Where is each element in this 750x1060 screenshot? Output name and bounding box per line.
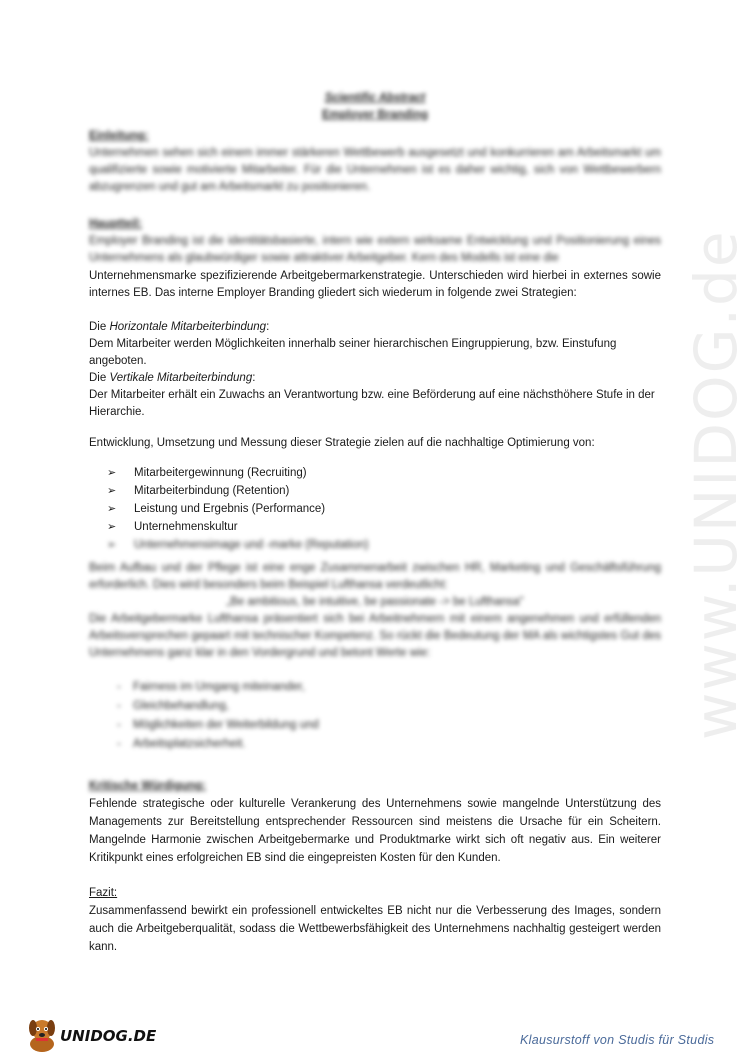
- optimization-intro: Entwicklung, Umsetzung und Messung dieser Strategie zielen auf die nachhaltige Optimierung von:: [89, 437, 595, 449]
- arrow-bullet-icon: ➢: [107, 467, 117, 479]
- dash-bullet-icon: -: [117, 700, 121, 712]
- value-text: Gleichbehandlung,: [133, 700, 229, 712]
- horizontal-text: Dem Mitarbeiter werden Möglichkeiten innerhalb seiner hierarchischen Eingruppierung, bzw. Einstufung angeboten.: [89, 338, 617, 367]
- list-item: [107, 518, 661, 536]
- vertical-text: Der Mitarbeiter erhält ein Zuwachs an Verantwortung bzw. eine Beförderung auf eine nächsthöhere Stufe in der Hierarchie.: [89, 389, 655, 418]
- horizontal-suffix: :: [266, 321, 270, 333]
- vertical-heading: [89, 370, 661, 387]
- section-hauptteil-blurred: [89, 560, 661, 754]
- goal-text: Unternehmensimage und -marke (Reputation): [134, 539, 369, 551]
- dash-bullet-icon: -: [117, 719, 121, 731]
- vertical-suffix: :: [252, 372, 256, 384]
- horizontal-prefix: Die: [89, 321, 110, 333]
- list-item: [117, 735, 661, 754]
- value-text: Möglichkeiten der Weiterbildung und: [133, 719, 319, 731]
- kritik-heading: Kritische Würdigung:: [89, 780, 206, 792]
- footer-brand: UNIDOG.DE: [60, 1027, 157, 1045]
- horizontal-term: Horizontale Mitarbeiterbindung: [109, 321, 267, 333]
- arrow-bullet-icon: ➢: [107, 539, 117, 551]
- section-fazit: [89, 885, 661, 956]
- section-hauptteil-heading: [89, 216, 661, 267]
- footer-slogan: Klausurstoff von Studis für Studis: [520, 1033, 715, 1047]
- goal-text: Leistung und Ergebnis (Performance): [134, 503, 326, 515]
- list-item: [107, 464, 661, 482]
- arrow-bullet-icon: ➢: [107, 521, 117, 533]
- list-item: [117, 678, 661, 697]
- hauptteil-intro-blurred: Employer Branding ist die identitätsbasierte, intern wie extern wirksame Entwicklung und Positionierung eines Unternehmens als glaubwürdiger sowie attraktiver Arbeitgeber. Kern des Modells ist eine die: [89, 235, 661, 264]
- einleitung-text: Unternehmen sehen sich einem immer stärkeren Wettbewerb ausgesetzt und konkurrieren am Arbeitsmarkt um qualifizierte sowie motivierte Mitarbeiter. Für die Unternehmen ist es daher wichtig, sich von Wettbewerbern abzugrenzen und gut am Arbeitsmarkt zu positionieren.: [89, 147, 661, 193]
- dash-bullet-icon: -: [117, 681, 121, 693]
- vertical-prefix: Die: [89, 372, 110, 384]
- section-einleitung: [89, 128, 661, 196]
- title-line-1: Scientific Abstract: [324, 92, 426, 104]
- goal-text: Mitarbeiterbindung (Retention): [134, 485, 290, 497]
- vertical-term: Vertikale Mitarbeiterbindung: [109, 372, 253, 384]
- document-title: [89, 90, 661, 124]
- list-item: [107, 500, 661, 518]
- section-hauptteil-body: [89, 268, 661, 554]
- title-line-2: Employer Branding: [321, 109, 429, 121]
- dash-bullet-icon: -: [117, 738, 121, 750]
- arrow-bullet-icon: ➢: [107, 485, 117, 497]
- goals-list: [89, 464, 661, 554]
- aufbau-text: Beim Aufbau und der Pflege ist eine enge Zusammenarbeit zwischen HR, Marketing und Geschäftsführung erforderlich. Dies wird besonders beim Beispiel Lufthansa verdeutlicht:: [89, 562, 661, 591]
- lufthansa-quote: „Be ambitious, be intuitive, be passionate -> be Lufthansa": [226, 596, 524, 608]
- list-item: [117, 716, 661, 735]
- goal-text: Unternehmenskultur: [134, 521, 238, 533]
- list-item: [117, 697, 661, 716]
- fazit-heading: Fazit:: [89, 887, 118, 899]
- fazit-text: Zusammenfassend bewirkt ein professionell entwickeltes EB nicht nur die Verbesserung des Images, sondern auch die Arbeitgeberqualität, sodass die Wettbewerbsfähigkeit des Unternehmens nachhaltig gesteigert werden kann.: [89, 905, 661, 953]
- goal-text: Mitarbeitergewinnung (Recruiting): [134, 467, 307, 479]
- value-text: Arbeitsplatzsicherheit.: [133, 738, 246, 750]
- value-text: Fairness im Umgang miteinander,: [133, 681, 305, 693]
- arrow-bullet-icon: ➢: [107, 503, 117, 515]
- list-item: [107, 536, 661, 554]
- watermark-text: www.UNIDOG.de: [682, 229, 750, 740]
- lufthansa-text: Die Arbeitgebermarke Lufthansa präsentiert sich bei Arbeitnehmern mit einem angenehmen und erfüllenden Arbeitsversprechen gepaart mit technischer Kompetenz. So rückt die Bedeutung der MA als wichtigstes Gut des Unternehmens ganz klar in den Vordergrund und betont Werte wie:: [89, 613, 661, 659]
- kritik-text: Fehlende strategische oder kulturelle Verankerung des Unternehmens sowie mangelnde Unterstützung des Managements zur Bereitstellung entsprechender Ressourcen sind meistens die Ursache für ein Scheitern. Mangelnde Harmonie zwischen Arbeitgebermarke und Produktmarke wirkt sich oft negativ aus. Ein weiterer Kritikpunkt eines erfolgreichen EB sind die eingepreisten Kosten für den Kunden.: [89, 798, 661, 864]
- footer-logo: [22, 1014, 162, 1054]
- hauptteil-intro-visible: Unternehmensmarke spezifizierende Arbeitgebermarkenstrategie. Unterschieden wird hierbei in externes sowie internes EB. Das interne Employer Branding gliedert sich wiederum in folgende zwei Strategien:: [89, 270, 661, 299]
- section-kritik: [89, 778, 661, 867]
- dog-mascot-icon: [22, 1014, 62, 1054]
- horizontal-heading: [89, 319, 661, 336]
- einleitung-heading: Einleitung:: [89, 130, 149, 142]
- hauptteil-heading: Hauptteil:: [89, 218, 143, 230]
- list-item: [107, 482, 661, 500]
- values-list: [89, 678, 661, 754]
